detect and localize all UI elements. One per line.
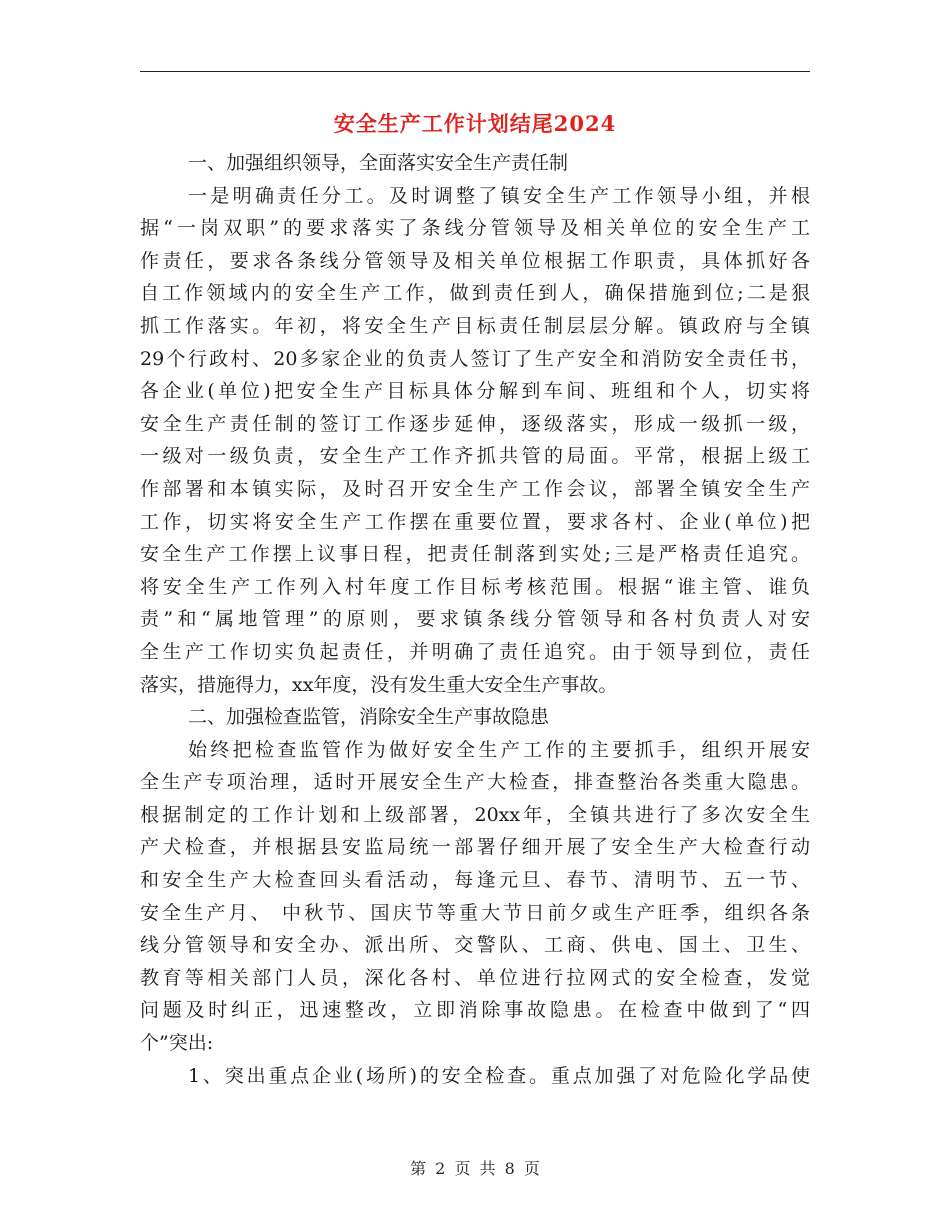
paragraph-line: 工作，切实将安全生产工作摆在重要位置，要求各村、企业(单位)把 — [140, 510, 810, 533]
paragraph-line: 个”突出: — [140, 1032, 214, 1055]
header-rule — [140, 71, 810, 72]
paragraph-line: 一级对一级负责，安全生产工作齐抓共管的局面。平常，根据上级工 — [140, 445, 810, 468]
list-item: 1、突出重点企业(场所)的安全检查。重点加强了对危险化学品使 — [188, 1064, 810, 1087]
paragraph-line: 安全生产月、 中秋节、国庆节等重大节日前夕或生产旺季，组织各条 — [140, 901, 810, 924]
paragraph-line: 自工作领域内的安全生产工作，做到责任到人，确保措施到位;二是狠 — [140, 282, 810, 305]
paragraph-line: 安全生产工作摆上议事日程，把责任制落到实处;三是严格责任追究。 — [140, 543, 810, 566]
heading-1: 一、加强组织领导，全面落实安全生产责任制 — [188, 152, 569, 174]
paragraph-line: 全生产工作切实负起责任，并明确了责任追究。由于领导到位，责任 — [140, 640, 810, 663]
document-title: 安全生产工作计划结尾2024 — [333, 111, 617, 136]
paragraph-line: 29个行政村、20多家企业的负责人签订了生产安全和消防安全责任书， — [140, 347, 810, 370]
heading-2: 二、加强检查监管，消除安全生产事故隐患 — [188, 706, 550, 729]
paragraph-line: 落实，措施得力，xx年度，没有发生重大安全生产事故。 — [140, 673, 618, 696]
paragraph-line: 作责任，要求各条线分管领导及相关单位根据工作职责，具体抓好各 — [140, 249, 810, 272]
paragraph-line: 和安全生产大检查回头看活动，每逢元旦、春节、清明节、五一节、 — [140, 869, 810, 892]
paragraph-line: 问题及时纠正，迅速整改，立即消除事故隐患。在检查中做到了“四 — [140, 999, 810, 1022]
paragraph-line: 责”和“属地管理”的原则，要求镇条线分管领导和各村负责人对安 — [140, 608, 810, 631]
page-footer: 第 2 页 共 8 页 — [410, 1159, 540, 1178]
paragraph-line: 全生产专项治理，适时开展安全生产大检查，排查整治各类重大隐患。 — [140, 771, 810, 794]
paragraph-line: 一是明确责任分工。及时调整了镇安全生产工作领导小组，并根 — [188, 184, 810, 207]
paragraph-line: 据“一岗双职”的要求落实了条线分管领导及相关单位的安全生产工 — [140, 217, 810, 240]
paragraph-line: 产犬检查，并根据县安监局统一部署仔细开展了安全生产大检查行动 — [140, 836, 810, 859]
paragraph-line: 将安全生产工作列入村年度工作目标考核范围。根据“谁主管、谁负 — [140, 575, 810, 598]
paragraph-line: 安全生产责任制的签订工作逐步延伸，逐级落实，形成一级抓一级， — [140, 412, 810, 435]
paragraph-line: 抓工作落实。年初，将安全生产目标责任制层层分解。镇政府与全镇 — [140, 314, 810, 337]
paragraph-line: 各企业(单位)把安全生产目标具体分解到车间、班组和个人，切实将 — [140, 380, 810, 403]
paragraph-line: 作部署和本镇实际，及时召开安全生产工作会议，部署全镇安全生产 — [140, 477, 810, 500]
paragraph-line: 教育等相关部门人员，深化各村、单位进行拉网式的安全检查，发觉 — [140, 966, 810, 989]
paragraph-line: 线分管领导和安全办、派出所、交警队、工商、供电、国土、卫生、 — [140, 934, 810, 957]
paragraph-line: 根据制定的工作计划和上级部署，20xx年，全镇共进行了多次安全生 — [140, 803, 810, 826]
document-body — [140, 147, 810, 1092]
paragraph-line: 始终把检查监管作为做好安全生产工作的主要抓手，组织开展安 — [188, 738, 810, 761]
